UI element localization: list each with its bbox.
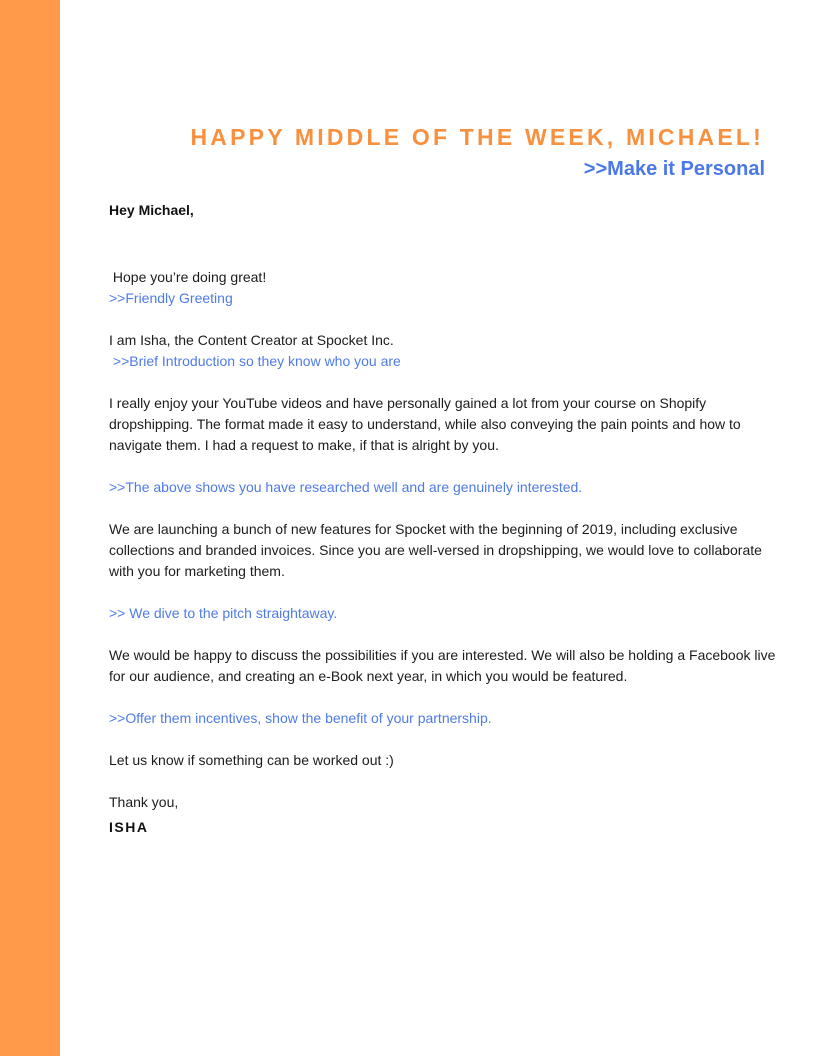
closing-line: Thank you, (109, 794, 179, 810)
pitch-paragraph: We are launching a bunch of new features for Spocket with the beginning of 2019, including exclusive collections and branded invoices. Since you are well-versed in dropshipping, we would love to collaborate with you for marketing them. (109, 521, 762, 579)
page-subtitle: >>Make it Personal (583, 158, 765, 180)
note-pitch: >> We dive to the pitch straightaway. (109, 605, 338, 621)
note-friendly-greeting: >>Friendly Greeting (109, 290, 233, 306)
orange-sidebar (0, 0, 60, 1056)
note-brief-introduction: >>Brief Introduction so they know who you are (109, 353, 401, 369)
letter-body (109, 200, 779, 838)
note-research: >>The above shows you have researched well and are genuinely interested. (109, 479, 583, 495)
research-paragraph: I really enjoy your YouTube videos and have personally gained a lot from your course on Shopify dropshipping. The format made it easy to understand, while also conveying the pain points and how to navigate them. I had a request to make, if that is alright by you. (109, 395, 741, 453)
page-title: HAPPY MIDDLE OF THE WEEK, MICHAEL! (190, 124, 764, 150)
greeting-line: Hope you’re doing great! (109, 269, 267, 285)
followup-line: Let us know if something can be worked out :) (109, 752, 394, 768)
incentive-paragraph: We would be happy to discuss the possibilities if you are interested. We will also be holding a Facebook live for our audience, and creating an e-Book next year, in which you would be featured. (109, 647, 776, 684)
signature: ISHA (109, 819, 149, 835)
note-incentives: >>Offer them incentives, show the benefit of your partnership. (109, 710, 492, 726)
salutation: Hey Michael, (109, 202, 194, 218)
intro-line: I am Isha, the Content Creator at Spocket Inc. (109, 332, 394, 348)
